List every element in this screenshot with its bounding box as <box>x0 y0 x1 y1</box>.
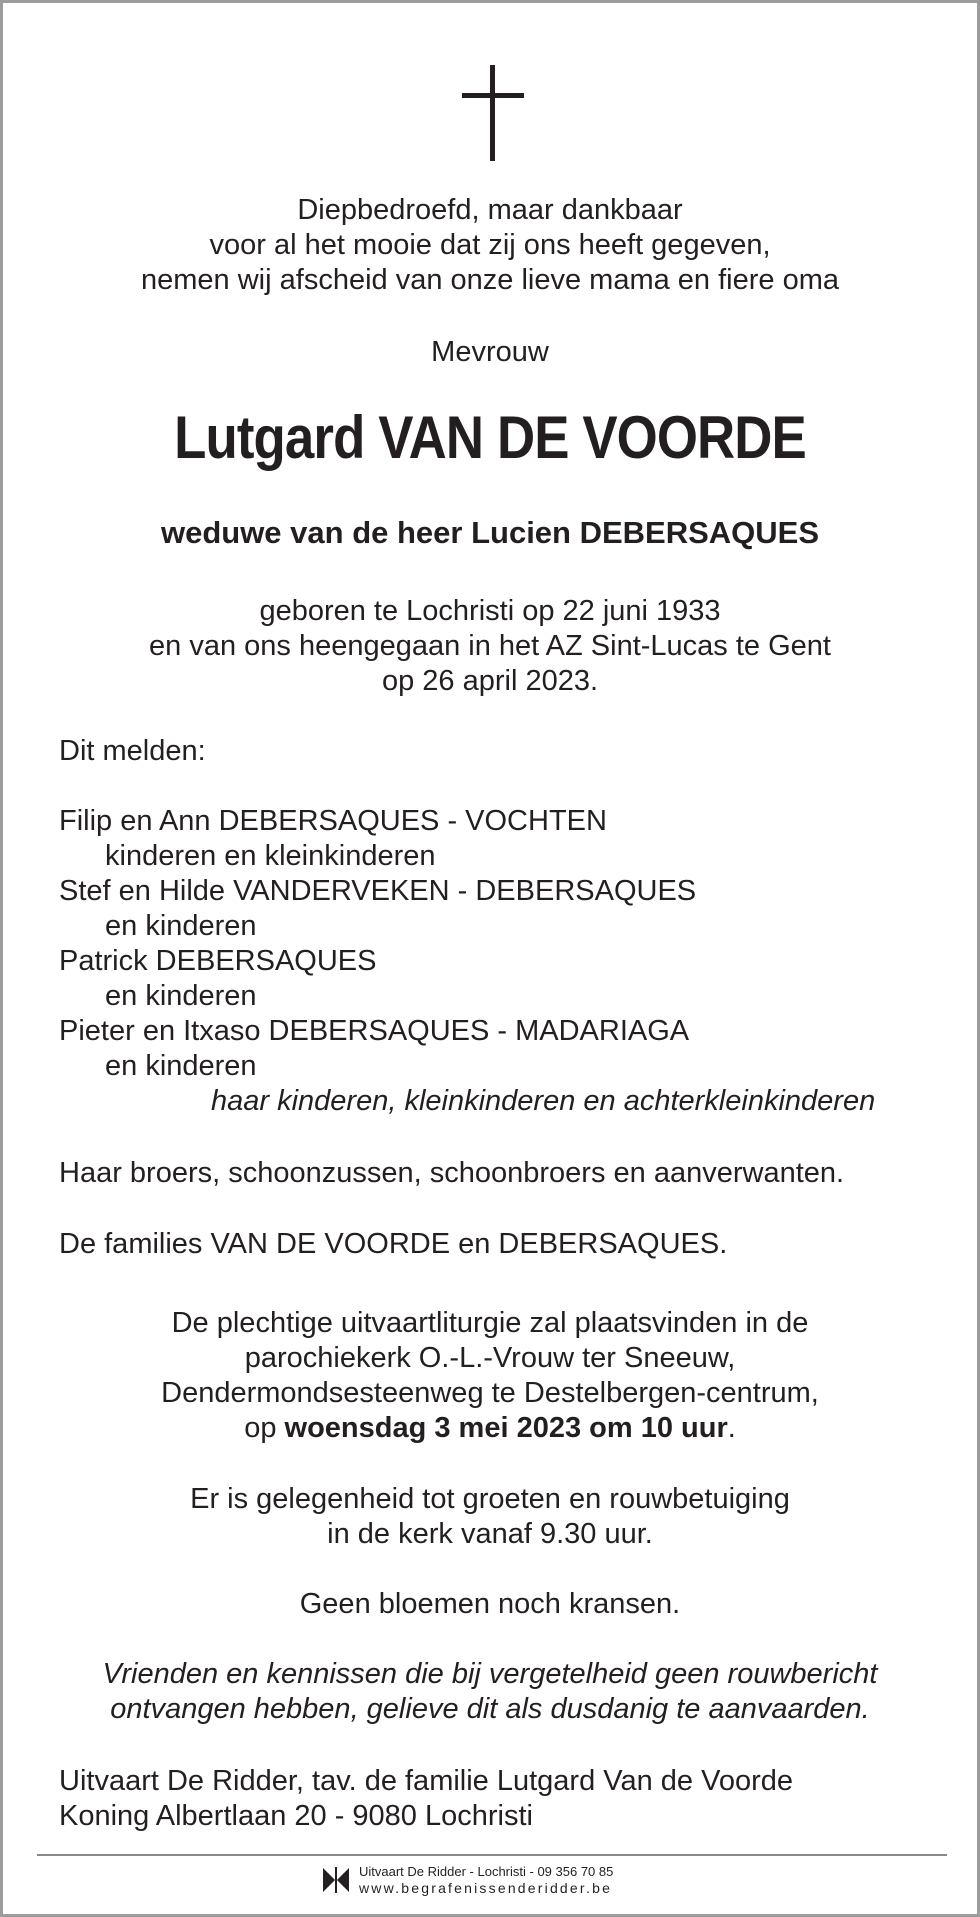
born-line: en van ons heengegaan in het AZ Sint-Lucas te Gent <box>149 630 831 662</box>
no-flowers-note: Geen bloemen noch kransen. <box>299 1588 681 1620</box>
liturgy-datetime: woensdag 3 mei 2023 om 10 uur <box>284 1412 728 1444</box>
born-line: geboren te Lochristi op 22 juni 1933 <box>259 595 721 627</box>
family-summary: haar kinderen, kleinkinderen en achterkleinkinderen <box>211 1085 876 1117</box>
footer-divider <box>37 1854 947 1856</box>
liturgy-info <box>3 1306 977 1446</box>
family-member: Stef en Hilde VANDERVEKEN - DEBERSAQUES <box>59 875 697 907</box>
family-member-sub: en kinderen <box>105 910 257 942</box>
family-list <box>59 804 875 1119</box>
greeting-line: Er is gelegenheid tot groeten en rouwbetuiging <box>190 1483 790 1515</box>
liturgy-line: De plechtige uitvaartliturgie zal plaatsvinden in de <box>171 1307 809 1339</box>
footer <box>321 1863 721 1899</box>
families-line: De families VAN DE VOORDE en DEBERSAQUES. <box>59 1228 728 1260</box>
friends-line: Vrienden en kennissen die bij vergetelheid geen rouwbericht <box>102 1658 878 1690</box>
widow-line: weduwe van de heer Lucien DEBERSAQUES <box>160 515 820 550</box>
family-member-sub: en kinderen <box>105 1050 257 1082</box>
latin-cross-icon <box>462 65 524 161</box>
family-member: Patrick DEBERSAQUES <box>59 945 377 977</box>
announce-label: Dit melden: <box>59 735 206 767</box>
greeting-line: in de kerk vanaf 9.30 uur. <box>327 1518 653 1550</box>
deceased-name: Lutgard VAN DE VOORDE <box>174 404 806 471</box>
family-member: Filip en Ann DEBERSAQUES - VOCHTEN <box>59 805 607 837</box>
liturgy-suffix: . <box>727 1412 736 1444</box>
intro-line: voor al het mooie dat zij ons heeft gegeven, <box>209 229 771 261</box>
de-ridder-logo-icon <box>321 1865 351 1895</box>
funeral-home-line: Koning Albertlaan 20 - 9080 Lochristi <box>59 1800 533 1832</box>
greeting-info <box>3 1482 977 1552</box>
relatives-line: Haar broers, schoonzussen, schoonbroers en aanverwanten. <box>59 1157 845 1189</box>
footer-contact: Uitvaart De Ridder - Lochristi - 09 356 70 85 <box>359 1864 614 1879</box>
family-member: Pieter en Itxaso DEBERSAQUES - MADARIAGA <box>59 1015 690 1047</box>
liturgy-date-line <box>3 1411 977 1446</box>
family-member-sub: kinderen en kleinkinderen <box>105 840 436 872</box>
intro-line: Diepbedroefd, maar dankbaar <box>297 194 683 226</box>
funeral-home-line: Uitvaart De Ridder, tav. de familie Lutgard Van de Voorde <box>59 1765 794 1797</box>
intro-text <box>3 193 977 298</box>
family-member-sub: en kinderen <box>105 980 257 1012</box>
born-line: op 26 april 2023. <box>381 665 599 697</box>
liturgy-line: parochiekerk O.-L.-Vrouw ter Sneeuw, <box>244 1342 736 1374</box>
honorific: Mevrouw <box>431 336 549 368</box>
friends-note <box>3 1657 977 1727</box>
intro-line: nemen wij afscheid van onze lieve mama en fiere oma <box>141 264 839 296</box>
liturgy-prefix: op <box>244 1412 285 1444</box>
friends-line: ontvangen hebben, gelieve dit als dusdanig te aanvaarden. <box>110 1693 870 1725</box>
liturgy-line: Dendermondsesteenweg te Destelbergen-centrum, <box>161 1377 819 1409</box>
funeral-home-address <box>59 1764 793 1834</box>
footer-website[interactable]: www.begrafenissenderidder.be <box>359 1880 613 1896</box>
birth-death-info <box>3 594 977 699</box>
